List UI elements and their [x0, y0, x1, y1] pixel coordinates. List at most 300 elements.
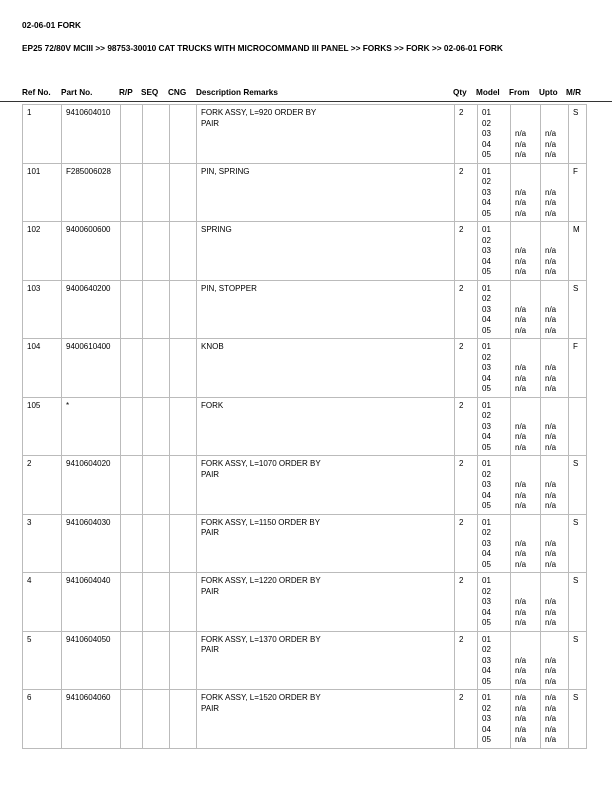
model: 01 — [482, 400, 491, 410]
ref-no: 6 — [27, 693, 32, 702]
from-value: n/a — [515, 256, 527, 266]
upto-value — [545, 645, 565, 656]
upto-value: n/a — [545, 421, 557, 431]
model: 02 — [482, 469, 491, 479]
desc-cell — [197, 222, 455, 281]
from-cell — [511, 690, 541, 749]
qty-cell — [455, 105, 478, 164]
model: 04 — [482, 139, 491, 149]
model: 03 — [482, 714, 491, 724]
part-cell — [62, 222, 121, 281]
table-row — [23, 631, 587, 690]
model-cell — [478, 280, 511, 339]
qty-cell — [455, 514, 478, 573]
cng-cell — [170, 397, 197, 456]
upto-cell — [541, 514, 569, 573]
from-value — [515, 177, 537, 188]
upto-value: n/a — [545, 549, 557, 559]
remarks: PAIR — [201, 469, 220, 479]
from-value: n/a — [515, 442, 527, 452]
model: 03 — [482, 597, 491, 607]
model-cell — [478, 222, 511, 281]
ref-no: 4 — [27, 576, 32, 585]
seq-cell — [143, 573, 170, 632]
from-value: n/a — [515, 139, 527, 149]
qty: 2 — [459, 166, 464, 176]
qty: 2 — [459, 576, 464, 585]
cng-cell — [170, 631, 197, 690]
qty-cell — [455, 222, 478, 281]
model: 05 — [482, 325, 491, 335]
model: 01 — [482, 459, 491, 468]
part-no: 9410604030 — [66, 517, 111, 527]
table-row — [23, 514, 587, 573]
desc-cell — [197, 514, 455, 573]
model: 02 — [482, 352, 491, 362]
from-value — [515, 518, 537, 529]
header-seq: SEQ — [141, 88, 159, 97]
upto-value: n/a — [545, 559, 557, 569]
cng-cell — [170, 456, 197, 515]
cng-cell — [170, 573, 197, 632]
description: FORK ASSY, L=1520 ORDER BY — [201, 693, 321, 702]
from-value — [515, 587, 537, 598]
header-upto: Upto — [539, 88, 558, 97]
upto-value: n/a — [545, 735, 557, 745]
seq-cell — [143, 514, 170, 573]
upto-cell — [541, 105, 569, 164]
model-cell — [478, 573, 511, 632]
from-value — [515, 411, 537, 422]
rp-cell — [121, 222, 143, 281]
upto-value — [545, 518, 565, 529]
mr-code: F — [573, 166, 578, 176]
upto-value: n/a — [545, 325, 557, 335]
rp-cell — [121, 514, 143, 573]
upto-cell — [541, 339, 569, 398]
upto-value: n/a — [545, 315, 557, 325]
from-value — [515, 284, 537, 295]
part-no: 9410604060 — [66, 693, 111, 702]
desc-cell — [197, 573, 455, 632]
rp-cell — [121, 631, 143, 690]
from-value: n/a — [515, 693, 527, 702]
seq-cell — [143, 222, 170, 281]
from-value: n/a — [515, 666, 527, 676]
header-ref: Ref No. — [22, 88, 51, 97]
seq-cell — [143, 397, 170, 456]
from-value — [515, 236, 537, 247]
from-value: n/a — [515, 549, 527, 559]
upto-value — [545, 576, 565, 587]
ref-cell — [23, 631, 62, 690]
upto-value — [545, 294, 565, 305]
upto-value — [545, 177, 565, 188]
part-cell — [62, 105, 121, 164]
ref-no: 105 — [27, 400, 41, 410]
ref-cell — [23, 105, 62, 164]
seq-cell — [143, 280, 170, 339]
mr-code: S — [573, 108, 579, 117]
description: FORK ASSY, L=1150 ORDER BY — [201, 517, 321, 527]
part-no: 9400640200 — [66, 283, 111, 293]
model: 03 — [482, 129, 491, 139]
part-cell — [62, 397, 121, 456]
mr-cell — [569, 163, 587, 222]
ref-cell — [23, 690, 62, 749]
cng-cell — [170, 514, 197, 573]
from-value: n/a — [515, 597, 527, 607]
from-cell — [511, 514, 541, 573]
seq-cell — [143, 456, 170, 515]
from-value: n/a — [515, 150, 527, 160]
qty-cell — [455, 339, 478, 398]
from-value: n/a — [515, 607, 527, 617]
from-value: n/a — [515, 246, 527, 256]
mr-cell — [569, 514, 587, 573]
model-cell — [478, 690, 511, 749]
model: 02 — [482, 235, 491, 245]
model-cell — [478, 514, 511, 573]
from-value: n/a — [515, 480, 527, 490]
from-value: n/a — [515, 501, 527, 511]
upto-value — [545, 225, 565, 236]
cng-cell — [170, 690, 197, 749]
mr-code: S — [573, 634, 579, 644]
table-row — [23, 280, 587, 339]
mr-cell — [569, 690, 587, 749]
upto-value: n/a — [545, 714, 557, 724]
table-row — [23, 397, 587, 456]
from-cell — [511, 456, 541, 515]
upto-value — [545, 470, 565, 481]
mr-cell — [569, 105, 587, 164]
model: 03 — [482, 304, 491, 314]
upto-value: n/a — [545, 139, 557, 149]
upto-value — [545, 528, 565, 539]
model-cell — [478, 163, 511, 222]
qty-cell — [455, 631, 478, 690]
qty: 2 — [459, 225, 464, 234]
model: 03 — [482, 246, 491, 256]
remarks: PAIR — [201, 586, 220, 596]
ref-cell — [23, 397, 62, 456]
upto-value: n/a — [545, 676, 557, 686]
model: 02 — [482, 411, 491, 421]
header-qty: Qty — [453, 88, 467, 97]
model: 05 — [482, 618, 491, 628]
ref-no: 101 — [27, 166, 41, 176]
from-value — [515, 119, 537, 130]
from-value: n/a — [515, 267, 527, 277]
model-cell — [478, 456, 511, 515]
from-value: n/a — [515, 315, 527, 325]
part-no: 9410604050 — [66, 634, 111, 644]
qty: 2 — [459, 342, 464, 351]
upto-value: n/a — [545, 480, 557, 490]
cng-cell — [170, 222, 197, 281]
from-value: n/a — [515, 373, 527, 383]
part-cell — [62, 280, 121, 339]
part-no: F285006028 — [66, 166, 111, 176]
rp-cell — [121, 339, 143, 398]
seq-cell — [143, 163, 170, 222]
mr-cell — [569, 222, 587, 281]
upto-value: n/a — [545, 490, 557, 500]
ref-no: 103 — [27, 283, 41, 293]
model: 04 — [482, 198, 491, 208]
from-value: n/a — [515, 187, 527, 197]
mr-code: S — [573, 283, 579, 293]
upto-value: n/a — [545, 607, 557, 617]
upto-value — [545, 411, 565, 422]
header-desc: Description Remarks — [196, 88, 278, 97]
model: 02 — [482, 703, 491, 713]
from-value — [515, 353, 537, 364]
remarks: PAIR — [201, 118, 220, 128]
description: FORK ASSY, L=1070 ORDER BY — [201, 459, 321, 468]
mr-cell — [569, 456, 587, 515]
from-value — [515, 225, 537, 236]
desc-cell — [197, 280, 455, 339]
qty: 2 — [459, 283, 464, 293]
model-cell — [478, 339, 511, 398]
upto-cell — [541, 280, 569, 339]
model: 05 — [482, 267, 491, 277]
table-row — [23, 339, 587, 398]
from-value: n/a — [515, 735, 527, 745]
upto-cell — [541, 397, 569, 456]
model: 02 — [482, 294, 491, 304]
from-value: n/a — [515, 363, 527, 373]
upto-cell — [541, 631, 569, 690]
from-value — [515, 576, 537, 587]
model: 05 — [482, 384, 491, 394]
from-cell — [511, 397, 541, 456]
part-cell — [62, 690, 121, 749]
upto-value: n/a — [545, 501, 557, 511]
ref-cell — [23, 573, 62, 632]
upto-value: n/a — [545, 703, 557, 713]
upto-value — [545, 342, 565, 353]
upto-value: n/a — [545, 267, 557, 277]
mr-code: S — [573, 576, 579, 585]
seq-cell — [143, 339, 170, 398]
desc-cell — [197, 631, 455, 690]
header-rp: R/P — [119, 88, 133, 97]
from-cell — [511, 222, 541, 281]
description: PIN, STOPPER — [201, 283, 257, 293]
ref-no: 2 — [27, 459, 32, 468]
from-value: n/a — [515, 703, 527, 713]
cng-cell — [170, 280, 197, 339]
parts-table — [22, 104, 587, 749]
ref-no: 102 — [27, 225, 41, 234]
qty: 2 — [459, 517, 464, 527]
model: 04 — [482, 607, 491, 617]
header-part: Part No. — [61, 88, 93, 97]
model: 04 — [482, 724, 491, 734]
model: 03 — [482, 480, 491, 490]
from-value — [515, 528, 537, 539]
model-cell — [478, 631, 511, 690]
model: 03 — [482, 538, 491, 548]
from-value: n/a — [515, 304, 527, 314]
part-cell — [62, 514, 121, 573]
from-value: n/a — [515, 618, 527, 628]
table-row — [23, 105, 587, 164]
qty: 2 — [459, 693, 464, 702]
upto-cell — [541, 163, 569, 222]
description: FORK ASSY, L=920 ORDER BY — [201, 108, 317, 117]
description: PIN, SPRING — [201, 166, 250, 176]
upto-value: n/a — [545, 187, 557, 197]
mr-code: S — [573, 459, 579, 468]
mr-code: S — [573, 517, 579, 527]
model: 05 — [482, 208, 491, 218]
mr-code: S — [573, 693, 579, 702]
model: 01 — [482, 166, 491, 176]
from-value — [515, 108, 537, 119]
from-cell — [511, 280, 541, 339]
from-value: n/a — [515, 208, 527, 218]
model-cell — [478, 397, 511, 456]
model: 04 — [482, 666, 491, 676]
from-cell — [511, 631, 541, 690]
header-mr: M/R — [566, 88, 582, 97]
upto-cell — [541, 456, 569, 515]
upto-value — [545, 284, 565, 295]
model: 03 — [482, 421, 491, 431]
from-value — [515, 635, 537, 646]
model: 05 — [482, 559, 491, 569]
from-value: n/a — [515, 432, 527, 442]
from-value — [515, 470, 537, 481]
model: 01 — [482, 342, 491, 351]
from-value: n/a — [515, 325, 527, 335]
model: 05 — [482, 442, 491, 452]
upto-value: n/a — [545, 538, 557, 548]
from-value — [515, 294, 537, 305]
remarks: PAIR — [201, 645, 220, 655]
qty-cell — [455, 163, 478, 222]
part-cell — [62, 339, 121, 398]
table-row — [23, 163, 587, 222]
desc-cell — [197, 105, 455, 164]
part-cell — [62, 631, 121, 690]
mr-cell — [569, 397, 587, 456]
upto-value: n/a — [545, 432, 557, 442]
part-no: 9410604020 — [66, 459, 111, 468]
model: 04 — [482, 549, 491, 559]
remarks: PAIR — [201, 703, 220, 713]
from-value: n/a — [515, 490, 527, 500]
qty-cell — [455, 690, 478, 749]
qty-cell — [455, 456, 478, 515]
from-value: n/a — [515, 421, 527, 431]
upto-value: n/a — [545, 304, 557, 314]
cng-cell — [170, 339, 197, 398]
model: 01 — [482, 693, 491, 702]
upto-value: n/a — [545, 618, 557, 628]
model: 05 — [482, 501, 491, 511]
part-no: 9410604010 — [66, 108, 111, 117]
ref-no: 5 — [27, 634, 32, 644]
upto-value: n/a — [545, 208, 557, 218]
table-row — [23, 690, 587, 749]
qty: 2 — [459, 108, 464, 117]
upto-value — [545, 236, 565, 247]
qty-cell — [455, 280, 478, 339]
from-value: n/a — [515, 676, 527, 686]
cng-cell — [170, 163, 197, 222]
ref-cell — [23, 456, 62, 515]
model: 04 — [482, 256, 491, 266]
model: 01 — [482, 108, 491, 117]
desc-cell — [197, 690, 455, 749]
model: 03 — [482, 187, 491, 197]
part-cell — [62, 163, 121, 222]
table-row — [23, 456, 587, 515]
qty: 2 — [459, 459, 464, 468]
part-no: 9410604040 — [66, 576, 111, 585]
upto-value — [545, 108, 565, 119]
mr-cell — [569, 280, 587, 339]
upto-value: n/a — [545, 666, 557, 676]
upto-value: n/a — [545, 655, 557, 665]
model: 03 — [482, 363, 491, 373]
seq-cell — [143, 690, 170, 749]
from-value: n/a — [515, 198, 527, 208]
upto-value: n/a — [545, 693, 557, 702]
model: 02 — [482, 645, 491, 655]
upto-cell — [541, 222, 569, 281]
breadcrumb: EP25 72/80V MCIII >> 98753-30010 CAT TRUCKS WITH MICROCOMMAND III PANEL >> FORKS >> FORK >> 02-06-01 FORK — [22, 43, 503, 53]
rp-cell — [121, 456, 143, 515]
qty: 2 — [459, 634, 464, 644]
upto-value: n/a — [545, 363, 557, 373]
from-value: n/a — [515, 724, 527, 734]
rp-cell — [121, 573, 143, 632]
rp-cell — [121, 163, 143, 222]
from-value — [515, 645, 537, 656]
model: 05 — [482, 150, 491, 160]
rp-cell — [121, 280, 143, 339]
model: 02 — [482, 118, 491, 128]
rp-cell — [121, 690, 143, 749]
description: FORK — [201, 400, 224, 410]
qty-cell — [455, 397, 478, 456]
model: 01 — [482, 225, 491, 234]
part-cell — [62, 456, 121, 515]
model: 02 — [482, 528, 491, 538]
description: FORK ASSY, L=1370 ORDER BY — [201, 634, 321, 644]
qty: 2 — [459, 400, 464, 410]
mr-cell — [569, 631, 587, 690]
upto-value: n/a — [545, 442, 557, 452]
mr-cell — [569, 573, 587, 632]
part-no: * — [66, 400, 70, 410]
remarks: PAIR — [201, 528, 220, 538]
page-title: 02-06-01 FORK — [22, 20, 82, 30]
upto-value: n/a — [545, 384, 557, 394]
upto-value: n/a — [545, 150, 557, 160]
from-cell — [511, 163, 541, 222]
description: KNOB — [201, 342, 224, 351]
cng-cell — [170, 105, 197, 164]
upto-value: n/a — [545, 246, 557, 256]
upto-value: n/a — [545, 198, 557, 208]
